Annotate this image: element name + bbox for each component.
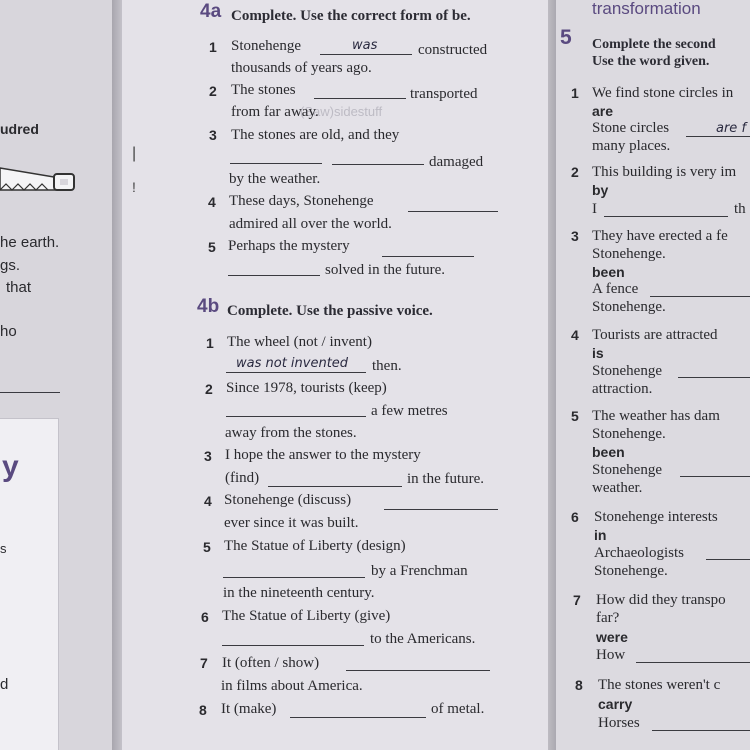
item-text: Stonehenge xyxy=(231,38,301,54)
item-text: The Statue of Liberty (give) xyxy=(222,608,391,624)
key-word: by xyxy=(592,182,609,198)
item-number: 4 xyxy=(208,194,216,210)
item-text: (find) xyxy=(225,470,260,486)
exercise-4a-title: Complete. Use the correct form of be. xyxy=(231,8,471,24)
left-text-2: he earth. xyxy=(0,234,60,251)
item-text: in films about America. xyxy=(221,678,363,694)
exercise-4a-number: 4a xyxy=(200,1,222,22)
answer-blank[interactable] xyxy=(230,163,322,164)
answer-blank[interactable] xyxy=(332,164,424,165)
margin-mark: ! xyxy=(132,179,136,195)
item-number: 3 xyxy=(204,448,212,464)
item-text: damaged xyxy=(429,154,484,170)
item-text: many places. xyxy=(592,138,671,154)
left-text-7: s xyxy=(0,541,7,556)
item-text: attraction. xyxy=(592,381,653,397)
item-number: 2 xyxy=(209,83,217,99)
item-number: 5 xyxy=(203,539,211,555)
bleed-through-text: (Saw)sidestuff xyxy=(300,104,383,119)
answer-blank[interactable] xyxy=(604,216,728,217)
item-text: How xyxy=(596,647,626,663)
key-word: is xyxy=(592,345,604,361)
item-number: 1 xyxy=(571,85,579,101)
answer-blank[interactable] xyxy=(226,416,366,417)
item-text: The Statue of Liberty (design) xyxy=(224,538,406,554)
item-number: 1 xyxy=(209,39,217,55)
item-number: 1 xyxy=(206,335,214,351)
item-text: Stonehenge. xyxy=(594,563,668,579)
item-text: The weather has dam xyxy=(592,408,720,424)
margin-mark: | xyxy=(132,145,137,162)
item-text: Perhaps the mystery xyxy=(228,238,350,254)
item-text: The stones xyxy=(231,82,296,98)
item-text: Stonehenge. xyxy=(592,426,666,442)
item-number: 4 xyxy=(571,327,579,343)
item-number: 3 xyxy=(571,228,579,244)
item-number: 3 xyxy=(209,127,217,143)
item-text: How did they transpo xyxy=(596,592,726,608)
answer-blank[interactable] xyxy=(652,730,750,731)
item-number: 4 xyxy=(204,493,212,509)
item-text: transported xyxy=(410,86,478,102)
item-number: 6 xyxy=(571,509,579,525)
answer-blank[interactable] xyxy=(320,54,412,55)
handwritten-answer: are f xyxy=(716,121,747,136)
item-text: Stonehenge. xyxy=(592,246,666,262)
item-number: 6 xyxy=(201,609,209,625)
item-text: The wheel (not / invent) xyxy=(227,334,372,350)
key-word: are xyxy=(592,103,614,119)
item-number: 2 xyxy=(571,164,579,180)
item-text: weather. xyxy=(592,480,643,496)
item-text: in the nineteenth century. xyxy=(223,585,375,601)
item-number: 8 xyxy=(575,677,583,693)
answer-blank[interactable] xyxy=(290,717,426,718)
item-text: constructed xyxy=(418,42,488,58)
item-text: admired all over the world. xyxy=(229,216,392,232)
answer-blank[interactable] xyxy=(346,670,490,671)
item-text: th xyxy=(734,201,746,217)
exercise-5-title-1: Complete the second xyxy=(592,37,716,52)
left-page xyxy=(0,0,118,750)
item-text: Stone circles xyxy=(592,120,670,136)
handwritten-answer: was xyxy=(352,38,378,53)
item-text: This building is very im xyxy=(592,164,737,180)
answer-blank[interactable] xyxy=(226,372,366,373)
answer-blank[interactable] xyxy=(384,509,498,510)
item-text: ever since it was built. xyxy=(224,515,359,531)
item-text: It (often / show) xyxy=(222,655,320,671)
exercise-5-title-2: Use the word given. xyxy=(592,54,710,69)
item-text: by the weather. xyxy=(229,171,321,187)
item-text: I xyxy=(592,201,597,217)
item-text: I hope the answer to the mystery xyxy=(225,447,421,463)
item-text: The stones are old, and they xyxy=(231,127,400,143)
item-text: of metal. xyxy=(431,701,485,717)
answer-blank[interactable] xyxy=(636,662,750,663)
item-text: The stones weren't c xyxy=(598,677,721,693)
item-text: Stonehenge. xyxy=(592,299,666,315)
story-heading: y xyxy=(2,450,19,483)
item-text: Since 1978, tourists (keep) xyxy=(226,380,387,396)
item-number: 7 xyxy=(200,655,208,671)
key-word: been xyxy=(592,264,625,280)
answer-blank[interactable] xyxy=(268,486,402,487)
left-text-6: d xyxy=(0,676,9,693)
item-text: Stonehenge (discuss) xyxy=(224,492,352,508)
item-text: Stonehenge xyxy=(592,363,662,379)
item-text: from far away. xyxy=(231,104,319,120)
item-text: Archaeologists xyxy=(594,545,684,561)
right-page xyxy=(556,0,750,750)
item-text: Horses xyxy=(598,715,640,731)
left-text-1: udred xyxy=(0,121,39,137)
item-text: We find stone circles in xyxy=(592,85,734,101)
key-word: carry xyxy=(598,696,633,712)
item-number: 5 xyxy=(571,408,579,424)
answer-blank[interactable] xyxy=(223,577,365,578)
item-text: solved in the future. xyxy=(325,262,445,278)
saw-illustration xyxy=(0,160,78,200)
item-text: to the Americans. xyxy=(370,631,476,647)
key-word: were xyxy=(596,629,628,645)
item-text: in the future. xyxy=(407,471,485,487)
answer-blank[interactable] xyxy=(680,476,750,477)
key-word: in xyxy=(594,527,607,543)
exercise-5-number: 5 xyxy=(560,26,572,49)
item-text: They have erected a fe xyxy=(592,228,728,244)
answer-blank[interactable] xyxy=(678,377,750,378)
key-word: been xyxy=(592,444,625,460)
answer-blank[interactable] xyxy=(382,256,474,257)
answer-blank[interactable] xyxy=(228,275,320,276)
item-text: Stonehenge interests xyxy=(594,509,718,525)
item-number: 8 xyxy=(199,702,207,718)
answer-blank[interactable] xyxy=(686,136,750,137)
item-text: then. xyxy=(372,358,402,374)
left-text-3: gs. xyxy=(0,257,21,274)
item-text: Stonehenge xyxy=(592,462,662,478)
section-top-text: transformation xyxy=(592,0,701,18)
left-text-4: that xyxy=(6,279,32,296)
exercise-4b-title: Complete. Use the passive voice. xyxy=(227,303,433,319)
left-text-5: ho xyxy=(0,323,17,340)
handwritten-answer: was not invented xyxy=(236,356,349,371)
answer-blank[interactable] xyxy=(408,211,498,212)
answer-blank[interactable] xyxy=(650,296,750,297)
item-text: Tourists are attracted xyxy=(592,327,718,343)
item-text: It (make) xyxy=(221,701,277,717)
item-text: away from the stones. xyxy=(225,425,357,441)
item-text: A fence xyxy=(592,281,639,297)
item-text: far? xyxy=(596,610,620,626)
item-text: by a Frenchman xyxy=(371,563,468,579)
answer-blank[interactable] xyxy=(314,98,406,99)
item-text: thousands of years ago. xyxy=(231,60,372,76)
item-number: 2 xyxy=(205,381,213,397)
left-blank xyxy=(0,392,60,393)
item-number: 5 xyxy=(208,239,216,255)
exercise-4b-number: 4b xyxy=(197,296,220,317)
answer-blank[interactable] xyxy=(222,645,364,646)
item-number: 7 xyxy=(573,592,581,608)
item-text: These days, Stonehenge xyxy=(229,193,374,209)
answer-blank[interactable] xyxy=(706,559,750,560)
item-text: a few metres xyxy=(371,403,448,419)
